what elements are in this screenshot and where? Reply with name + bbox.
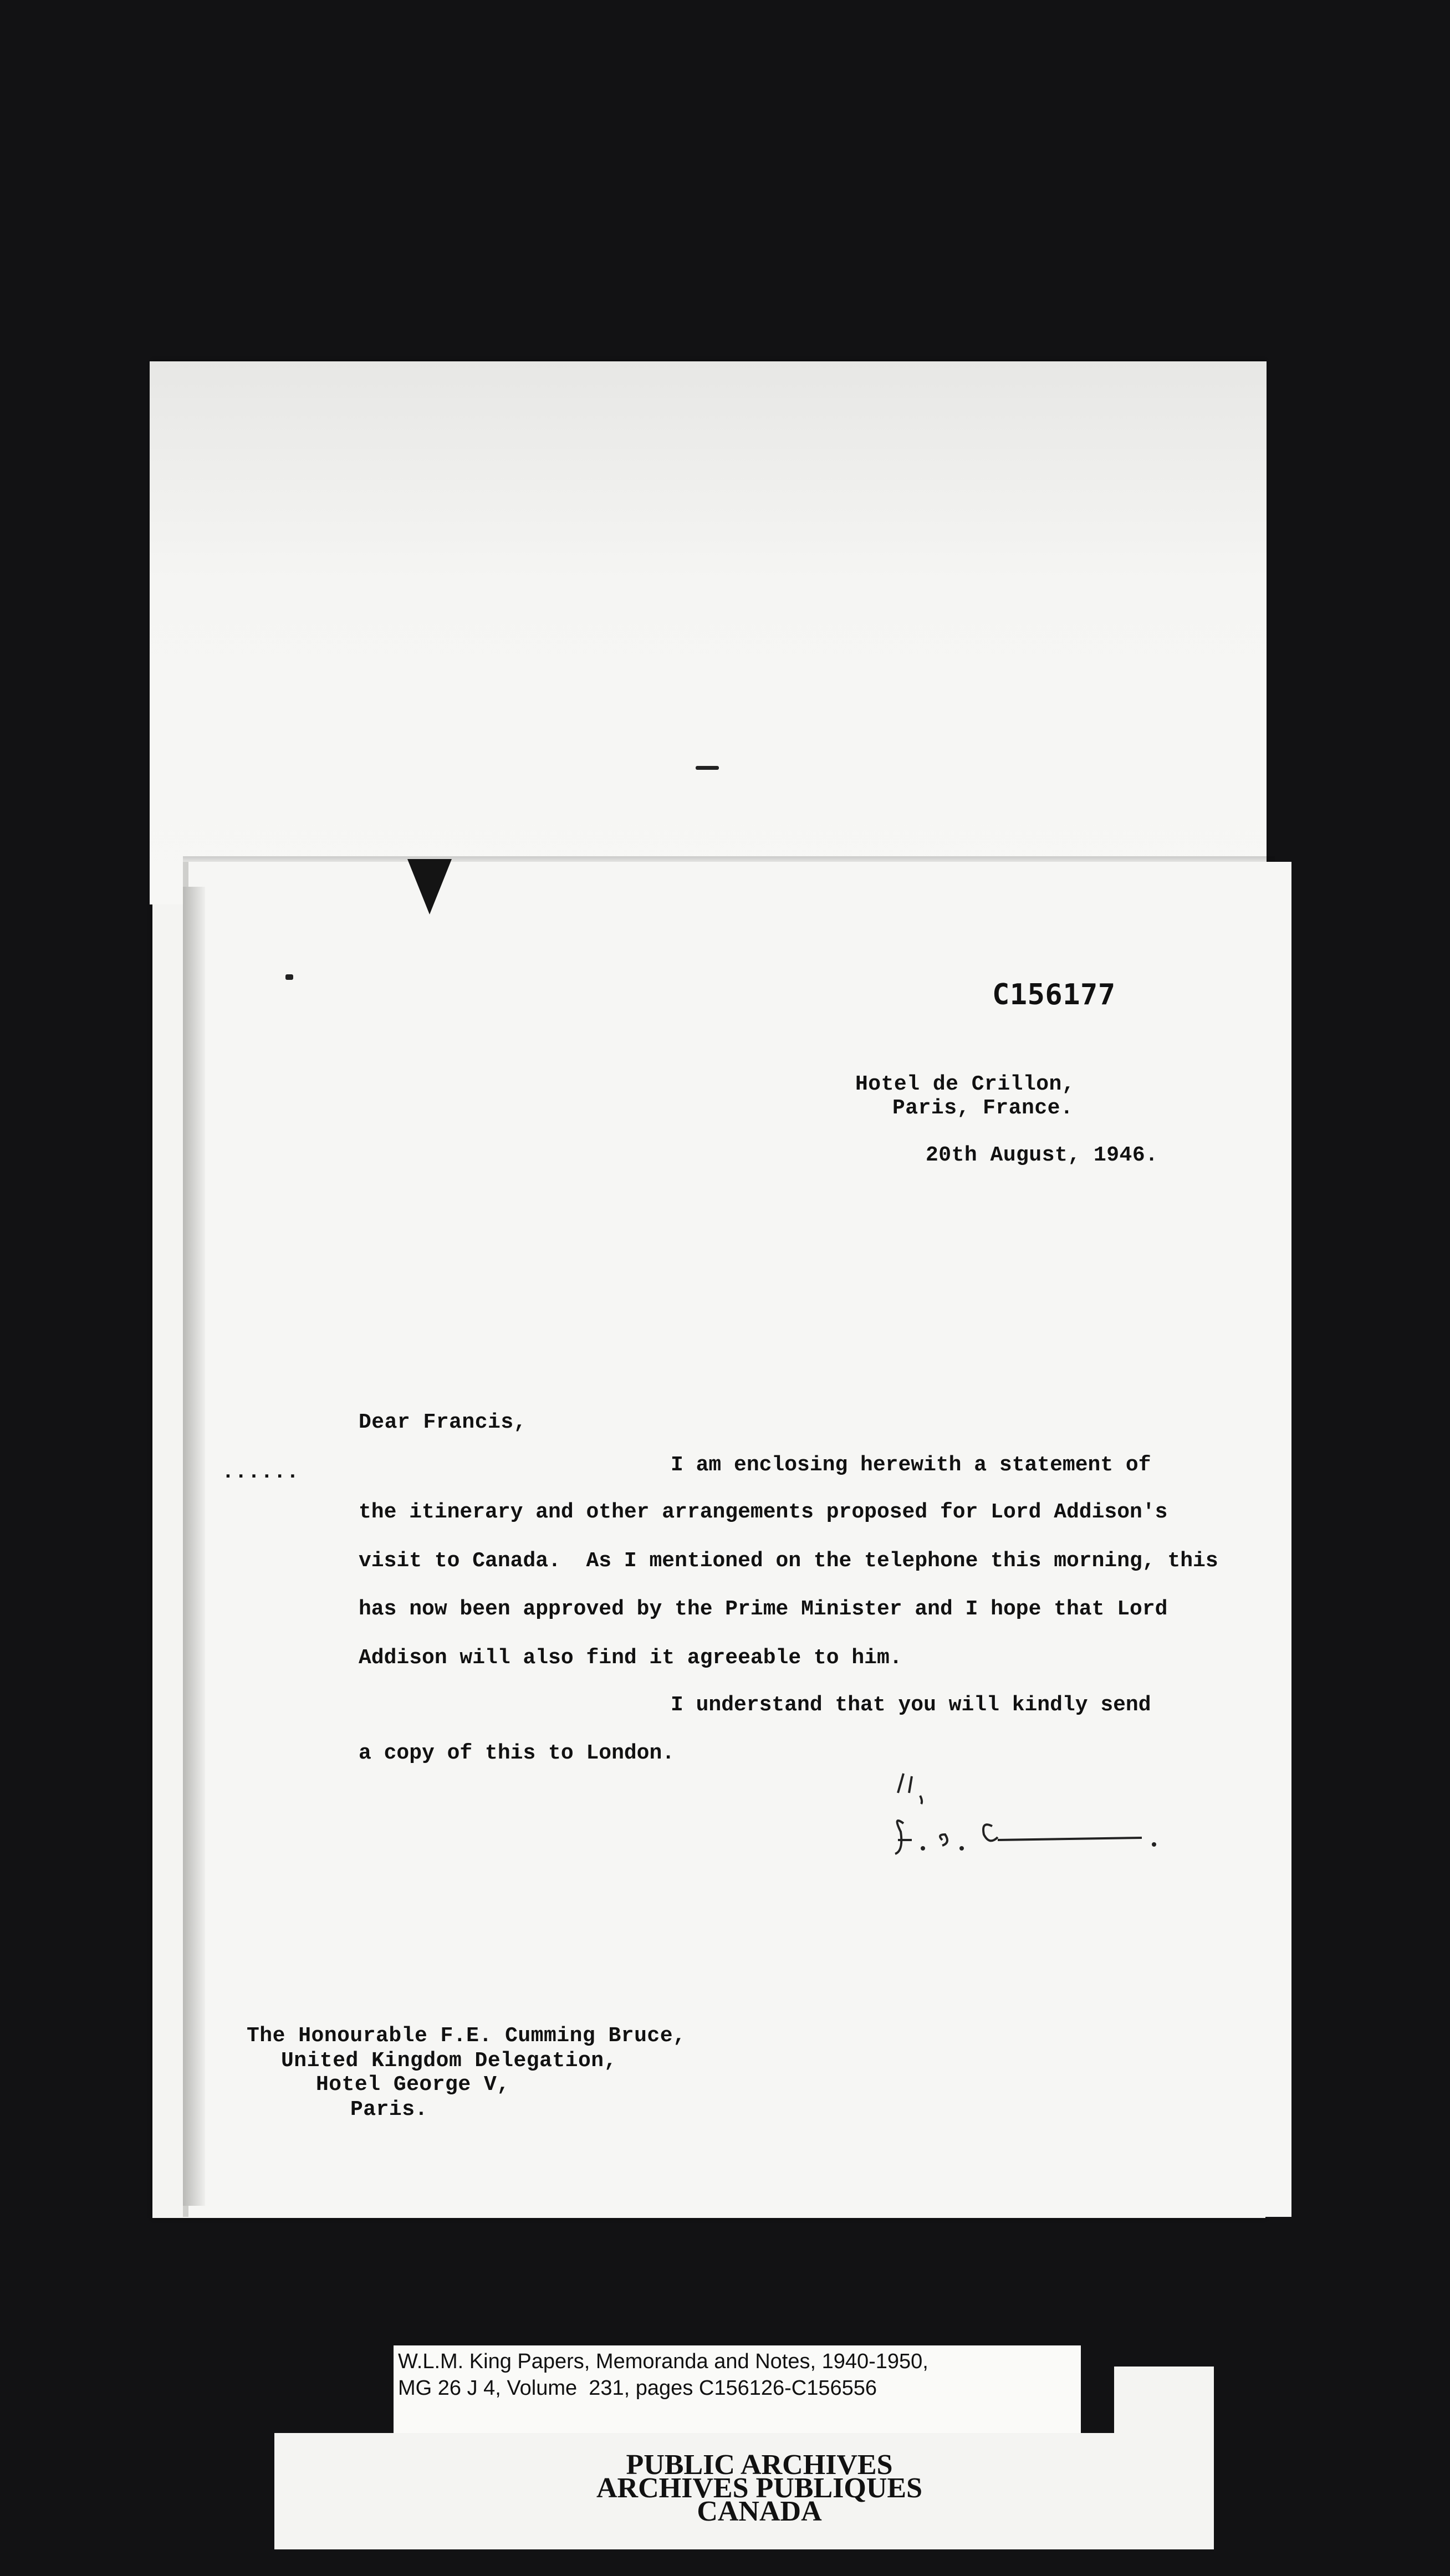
letter-front-page: [183, 862, 1291, 2217]
body-line: Addison will also find it agreeable to him.: [359, 1646, 902, 1670]
ink-dot: [285, 974, 293, 980]
archive-reference-line-1: W.L.M. King Papers, Memoranda and Notes, 1940-1950,: [398, 2350, 928, 2373]
salutation: Dear Francis,: [359, 1410, 527, 1434]
recipient-line-2: United Kingdom Delegation,: [281, 2049, 617, 2073]
body-line: I am enclosing herewith a statement of: [671, 1453, 1151, 1477]
body-line: a copy of this to London.: [359, 1741, 675, 1765]
archives-stamp-line-3: CANADA: [697, 2496, 822, 2527]
label-notch-left: [274, 2367, 394, 2433]
body-line: the itinerary and other arrangements proposed for Lord Addison's: [359, 1500, 1168, 1524]
body-line: I understand that you will kindly send: [671, 1693, 1151, 1717]
torn-corner-mark: [407, 859, 452, 914]
recipient-line-4: Paris.: [350, 2098, 428, 2122]
label-notch-right: [1081, 2367, 1114, 2433]
document-number: C156177: [992, 978, 1116, 1011]
folded-back-page: [150, 361, 1267, 904]
archives-stamp-line-1: PUBLIC ARCHIVES: [626, 2449, 893, 2481]
recipient-line-3: Hotel George V,: [316, 2073, 510, 2097]
page-edge-strip: [183, 887, 205, 2206]
recipient-line-1: The Honourable F.E. Cumming Bruce,: [247, 2024, 686, 2048]
archive-reference-line-2: MG 26 J 4, Volume 231, pages C156126-C156556: [398, 2376, 877, 2400]
letter-date: 20th August, 1946.: [926, 1143, 1158, 1167]
body-line: visit to Canada. As I mentioned on the telephone this morning, this: [359, 1549, 1218, 1573]
archives-stamp-line-2: ARCHIVES PUBLIQUES: [596, 2472, 923, 2504]
handwritten-signature: [881, 1762, 1181, 1862]
margin-dots: ......: [222, 1460, 299, 1484]
sender-address-line-1: Hotel de Crillon,: [855, 1072, 1075, 1096]
body-line: has now been approved by the Prime Minister and I hope that Lord: [359, 1597, 1168, 1621]
sender-address-line-2: Paris, France.: [892, 1096, 1074, 1120]
ink-dash: [696, 766, 719, 770]
